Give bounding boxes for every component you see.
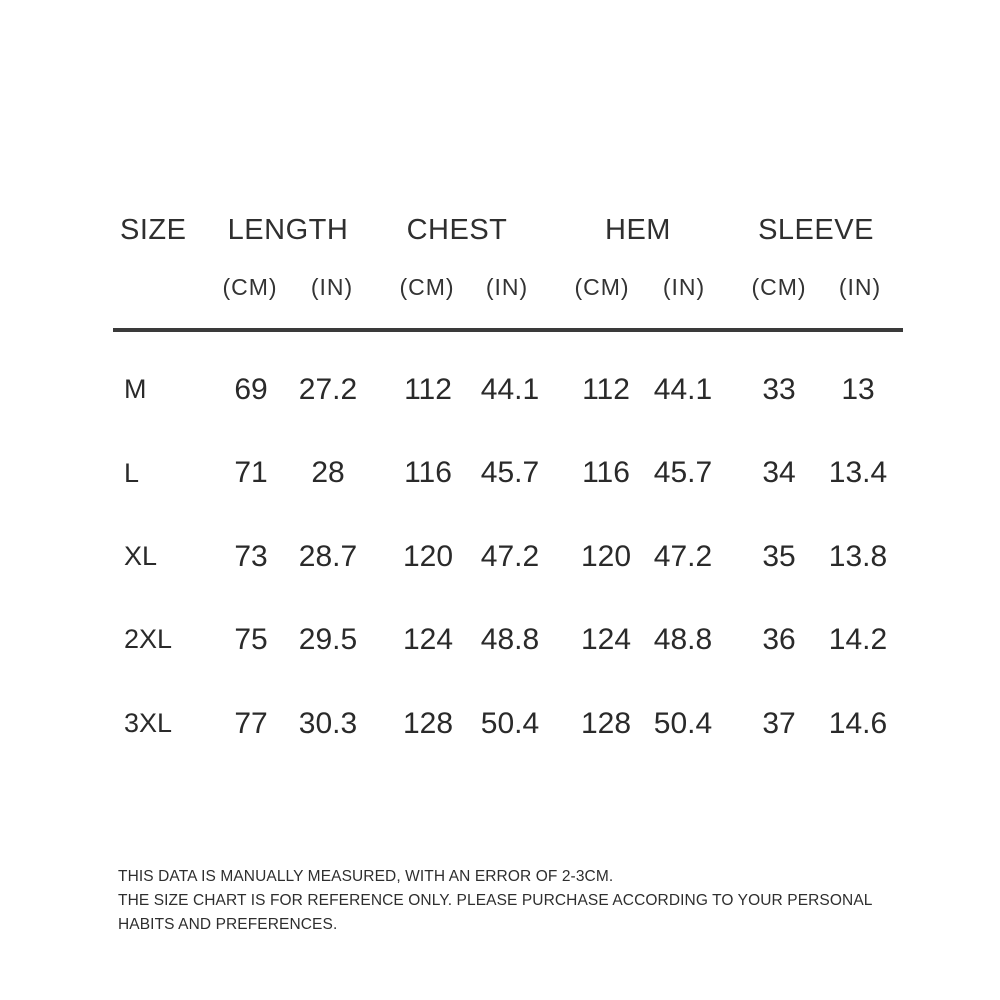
unit-chest-in: (IN)	[485, 274, 529, 300]
unit-length-cm: (CM)	[222, 274, 278, 300]
cell-length-in: 28.7	[298, 540, 358, 573]
cell-sleeve-cm: 36	[762, 623, 796, 656]
cell-length-cm: 73	[234, 540, 268, 573]
cell-chest-in: 48.8	[480, 623, 540, 656]
cell-sleeve-in: 13.8	[828, 540, 888, 573]
cell-length-cm: 75	[234, 623, 268, 656]
cell-sleeve-cm: 35	[762, 540, 796, 573]
header-divider	[113, 328, 903, 332]
cell-sleeve-cm: 33	[762, 373, 796, 406]
cell-hem-in: 44.1	[653, 373, 713, 406]
cell-sleeve-in: 14.6	[828, 707, 888, 740]
cell-chest-cm: 124	[402, 623, 454, 656]
row-size-label: XL	[124, 541, 158, 571]
cell-hem-in: 48.8	[653, 623, 713, 656]
note-line-3: HABITS AND PREFERENCES.	[118, 916, 338, 933]
cell-sleeve-in: 14.2	[828, 623, 888, 656]
unit-sleeve-in: (IN)	[838, 274, 882, 300]
cell-hem-in: 45.7	[653, 456, 713, 489]
cell-sleeve-cm: 34	[762, 456, 796, 489]
header-hem: HEM	[605, 214, 671, 246]
cell-chest-cm: 116	[404, 456, 452, 489]
cell-length-in: 30.3	[298, 707, 358, 740]
cell-hem-cm: 120	[580, 540, 632, 573]
cell-hem-cm: 112	[582, 373, 630, 406]
unit-length-in: (IN)	[310, 274, 354, 300]
cell-chest-in: 50.4	[480, 707, 540, 740]
header-chest: CHEST	[406, 214, 508, 246]
row-size-label: 2XL	[124, 624, 173, 654]
note-line-2: THE SIZE CHART IS FOR REFERENCE ONLY. PLEASE PURCHASE ACCORDING TO YOUR PERSONAL	[118, 892, 873, 909]
cell-length-cm: 69	[234, 373, 268, 406]
header-sleeve: SLEEVE	[758, 214, 874, 246]
cell-chest-cm: 112	[404, 373, 452, 406]
unit-hem-in: (IN)	[662, 274, 706, 300]
cell-length-cm: 71	[234, 456, 268, 489]
cell-chest-in: 45.7	[480, 456, 540, 489]
cell-chest-in: 47.2	[480, 540, 540, 573]
unit-hem-cm: (CM)	[574, 274, 630, 300]
header-size: SIZE	[120, 214, 187, 246]
unit-sleeve-cm: (CM)	[751, 274, 807, 300]
cell-hem-cm: 116	[582, 456, 630, 489]
cell-length-in: 28	[311, 456, 345, 489]
cell-sleeve-in: 13.4	[828, 456, 888, 489]
cell-hem-cm: 124	[580, 623, 632, 656]
cell-length-in: 29.5	[298, 623, 358, 656]
row-size-label: 3XL	[124, 708, 173, 738]
cell-chest-cm: 120	[402, 540, 454, 573]
row-size-label: M	[124, 374, 147, 404]
header-length: LENGTH	[227, 214, 349, 246]
note-line-1: THIS DATA IS MANUALLY MEASURED, WITH AN ERROR OF 2-3CM.	[118, 868, 614, 885]
cell-length-cm: 77	[234, 707, 268, 740]
cell-length-in: 27.2	[298, 373, 358, 406]
unit-chest-cm: (CM)	[399, 274, 455, 300]
row-size-label: L	[124, 458, 140, 488]
cell-hem-in: 50.4	[653, 707, 713, 740]
cell-hem-in: 47.2	[653, 540, 713, 573]
cell-sleeve-in: 13	[841, 373, 875, 406]
cell-chest-in: 44.1	[480, 373, 540, 406]
cell-sleeve-cm: 37	[762, 707, 796, 740]
cell-chest-cm: 128	[402, 707, 454, 740]
cell-hem-cm: 128	[580, 707, 632, 740]
